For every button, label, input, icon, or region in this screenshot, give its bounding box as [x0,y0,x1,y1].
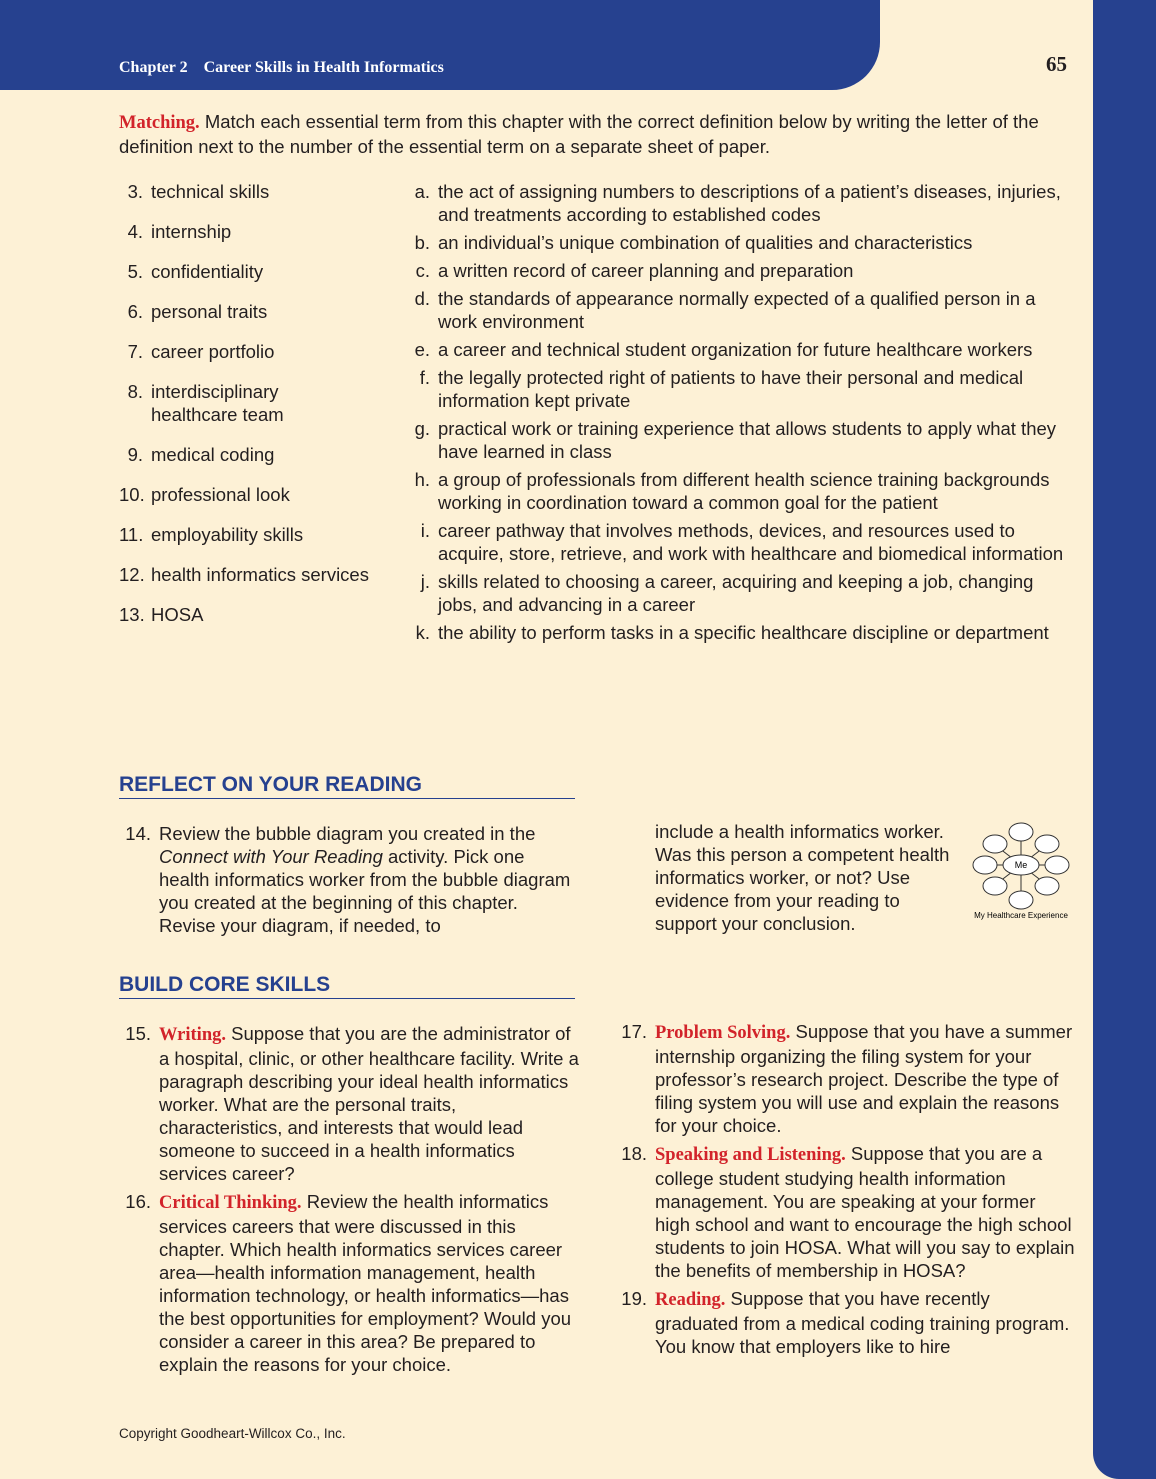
side-band [1093,0,1156,1479]
copyright: Copyright Goodheart-Willcox Co., Inc. [119,1426,346,1441]
matching-text: Match each essential term from this chapter with the correct definition below by writing the letter of the definition next to the number of the essential term on a separate sheet of paper. [119,111,1039,157]
definition-item: b. an individual’s unique combination of qualities and characteristics [414,232,973,253]
question-14 [119,822,579,942]
diagram-caption: My Healthcare Experience [974,911,1068,920]
question-text: Review the bubble diagram you created in the Connect with Your Reading activity. Pick one health informatics worker from the bubble diagram you created at the beginning of this chapter. Revise your diagram, if needed, to [159,823,571,936]
term-item: 10. professional look [119,484,290,505]
diagram-center: Me [1014,860,1028,870]
core-question: 16. Critical Thinking. Review the health informatics services careers that were discussed in this chapter. Which health informatics services career area—health information management, health information technology, or health informatics—has the best opportunities for employment? Would you consider a career in this area? Be prepared to explain the reasons for your choice. [125,1191,572,1375]
term-item: 5. confidentiality [127,261,264,282]
core-question: 15. Writing. Suppose that you are the administrator of a hospital, clinic, or other healthcare facility. Write a paragraph describing your ideal health informatics worker. What are the personal traits, characteristics, and interests that would lead someone to succeed in a health informatics services career? [125,1023,579,1184]
question-number: 14. [125,823,151,844]
core-question: 18. Speaking and Listening. Suppose that you are a college student studying health information management. You are speaking at your former high school and want to encourage the high school students to join HOSA. What will you say to explain the benefits of membership in HOSA? [621,1143,1075,1281]
definition-item: k. the ability to perform tasks in a specific healthcare discipline or department [415,622,1049,643]
definition-item: g. practical work or training experience that allows students to apply what they have learned in class [414,418,1057,462]
definition-item: d. the standards of appearance normally expected of a qualified person in a work environment [414,288,1036,332]
term-item: 6. personal traits [127,301,268,322]
definition-item: c. a written record of career planning and preparation [415,260,854,281]
core-question: 19. Reading. Suppose that you have recently graduated from a medical coding training program. You know that employers like to hire [621,1288,1070,1357]
matching-instructions [119,110,1069,158]
term-item: 8. interdisciplinary healthcare team [127,381,284,425]
core-question: 17. Problem Solving. Suppose that you have a summer internship organizing the filing system for your professor’s research project. Describe the type of filing system you will use and explain the reasons for your choice. [621,1021,1073,1136]
core-skills-heading: BUILD CORE SKILLS [119,973,575,999]
definition-item: i. career pathway that involves methods, devices, and resources used to acquire, store, retrieve, and work with healthcare and biomedical information [420,520,1064,564]
term-item: 3. technical skills [127,181,270,202]
term-item: 13. HOSA [119,604,204,625]
chapter-title: Chapter 2 Career Skills in Health Informatics [119,59,444,76]
page-number: 65 [1046,52,1067,76]
reflect-heading: REFLECT ON YOUR READING [119,773,575,799]
term-item: 4. internship [127,221,232,242]
definition-item: h. a group of professionals from different health science training backgrounds working in coordination toward a common goal for the patient [414,469,1050,513]
term-item: 9. medical coding [127,444,275,465]
bubble-diagram [965,820,1077,925]
definition-item: a. the act of assigning numbers to descriptions of a patient’s diseases, injuries, and treatments according to established codes [414,181,1061,225]
terms-list [119,180,369,643]
term-item: 11. employability skills [119,524,304,545]
question-14-continued: include a health informatics worker. Was this person a competent health informatics worker, or not? Use evidence from your reading to support your conclusion. [655,821,950,934]
definitions-list [400,180,1068,649]
term-item: 7. career portfolio [127,341,275,362]
term-item: 12. health informatics services [119,564,369,585]
definition-item: j. skills related to choosing a career, acquiring and keeping a job, changing jobs, and advancing in a career [420,571,1034,615]
matching-label: Matching. [119,113,200,133]
definition-item: e. a career and technical student organization for future healthcare workers [414,339,1033,360]
definition-item: f. the legally protected right of patients to have their personal and medical information kept private [419,367,1024,411]
